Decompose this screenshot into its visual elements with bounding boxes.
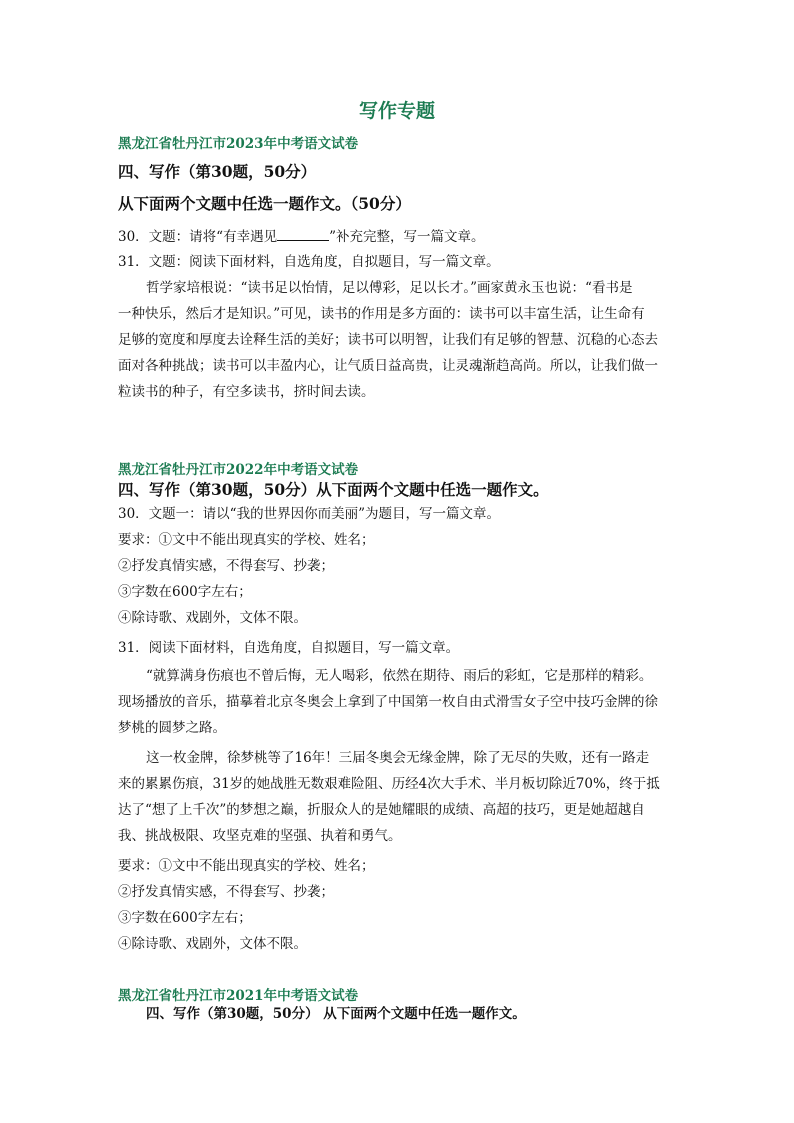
q30-prefix: 30．文题：请将“有幸遇见 [118, 229, 278, 245]
source-2021: 黑龙江省牡丹江市2021年中考语文试卷 [118, 988, 359, 1004]
requirement-line: ③字数在600字左右； [118, 910, 252, 926]
material-line: 一种快乐，然后才是知识。”可见，读书的作用是多方面的：读书可以丰富生活，让生命有 [118, 306, 645, 322]
material-line: 这一枚金牌，徐梦桃等了16年！三届冬奥会无缘金牌，除了无尽的失败，还有一路走 [146, 750, 650, 766]
requirement-line: ②抒发真情实感，不得套写、抄袭； [118, 884, 334, 900]
material-line: 达了“想了上千次”的梦想之巅，折服众人的是她耀眼的成绩、高超的技巧，更是她超越自 [118, 802, 645, 818]
requirement-line: ③字数在600字左右； [118, 584, 252, 600]
material-line: 梦桃的圆梦之路。 [118, 720, 226, 736]
q30-suffix: ”补充完整，写一篇文章。 [329, 229, 485, 245]
requirement-line: ④除诗歌、戏剧外，文体不限。 [118, 610, 307, 626]
material-line: 来的累累伤痕，31岁的她战胜无数艰难险阻、历经4次大手术、半月板切除近70%，终于抵 [118, 776, 660, 792]
subheading-2023: 从下面两个文题中任选一题作文。（50分） [118, 194, 411, 213]
material-line: 哲学家培根说：“读书足以怡情，足以傅彩，足以长才。”画家黄永玉也说：“看书是 [146, 280, 633, 296]
q30-2022: 30．文题一：请以“我的世界因你而美丽”为题目，写一篇文章。 [118, 506, 500, 522]
material-line: 足够的宽度和厚度去诠释生活的美好；读书可以明智，让我们有足够的智慧、沉稳的心态去 [118, 332, 658, 348]
material-line: “就算满身伤痕也不曾后悔，无人喝彩，依然在期待、雨后的彩虹，它是那样的精彩。 [146, 668, 653, 684]
requirement-line: 要求：①文中不能出现真实的学校、姓名； [118, 532, 375, 548]
source-2023: 黑龙江省牡丹江市2023年中考语文试卷 [118, 136, 359, 152]
fill-blank [277, 226, 329, 241]
material-line: 粒读书的种子，有空多读书，挤时间去读。 [118, 384, 375, 400]
heading-2021: 四、写作（第30题，50分） 从下面两个文题中任选一题作文。 [146, 1006, 526, 1022]
page-title: 写作专题 [358, 100, 435, 122]
heading-2022: 四、写作（第30题，50分）从下面两个文题中任选一题作文。 [118, 480, 549, 499]
requirement-line: ④除诗歌、戏剧外，文体不限。 [118, 936, 307, 952]
q31-2023: 31．文题：阅读下面材料，自选角度，自拟题目，写一篇文章。 [118, 254, 500, 270]
q31-2022: 31．阅读下面材料，自选角度，自拟题目，写一篇文章。 [118, 640, 460, 656]
source-2022: 黑龙江省牡丹江市2022年中考语文试卷 [118, 462, 359, 478]
requirement-line: 要求：①文中不能出现真实的学校、姓名； [118, 858, 375, 874]
requirement-line: ②抒发真情实感，不得套写、抄袭； [118, 558, 334, 574]
q30-2023 [118, 226, 485, 247]
heading-2023: 四、写作（第30题，50分） [118, 162, 317, 181]
material-line: 我、挑战极限、攻坚克难的坚强、执着和勇气。 [118, 828, 402, 844]
material-line: 现场播放的音乐，描摹着北京冬奥会上拿到了中国第一枚自由式滑雪女子空中技巧金牌的徐 [118, 694, 658, 710]
material-line: 面对各种挑战；读书可以丰盈内心，让气质日益高贵，让灵魂渐趋高尚。所以，让我们做一 [118, 358, 658, 374]
